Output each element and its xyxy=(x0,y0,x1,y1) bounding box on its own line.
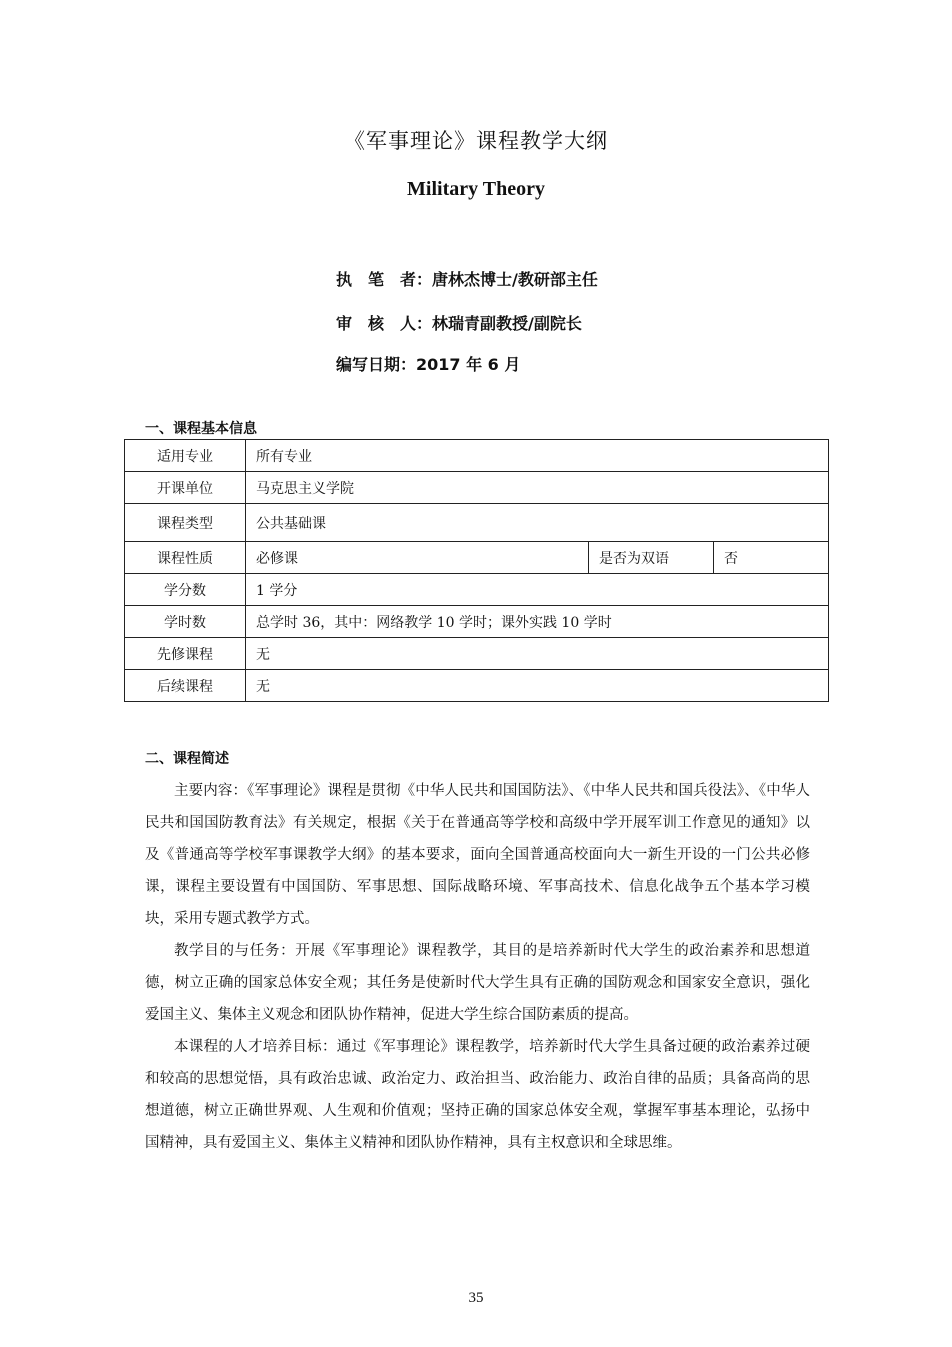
row-value: 1 学分 xyxy=(246,574,829,606)
row-label: 课程性质 xyxy=(125,542,246,574)
row-label: 先修课程 xyxy=(125,638,246,670)
row-value: 马克思主义学院 xyxy=(246,472,829,504)
section-heading-course-summary: 二、课程简述 xyxy=(145,751,229,767)
table-row xyxy=(125,504,829,542)
row-value: 无 xyxy=(246,638,829,670)
row-label: 学时数 xyxy=(125,606,246,638)
row-extra-label: 是否为双语 xyxy=(589,542,714,574)
row-value: 无 xyxy=(246,670,829,702)
row-label: 学分数 xyxy=(125,574,246,606)
table-row xyxy=(125,574,829,606)
row-label: 适用专业 xyxy=(125,440,246,472)
course-info-table xyxy=(124,439,829,702)
author-line: 执 笔 者：唐林杰博士/教研部主任 xyxy=(336,270,598,289)
page-number: 35 xyxy=(468,1290,484,1306)
date-line: 编写日期：2017 年 6 月 xyxy=(336,355,521,374)
table-row xyxy=(125,440,829,472)
section-heading-basic-info: 一、课程基本信息 xyxy=(145,421,257,437)
paragraph-main-content: 主要内容：《军事理论》课程是贯彻《中华人民共和国国防法》、《中华人民共和国兵役法》、《中华人民共和国国防教育法》有关规定，根据《关于在普通高等学校和高级中学开展军训工作意见的通知》以及《普通高等学校军事课教学大纲》的基本要求，面向全国普通高校面向大一新生开设的一门公共必修课，课程主要设置有中国国防、军事思想、国际战略环境、军事高技术、信息化战争五个基本学习模块，采用专题式教学方式。 xyxy=(145,783,810,927)
paragraph-training-objectives: 本课程的人才培养目标：通过《军事理论》课程教学，培养新时代大学生具备过硬的政治素养过硬和较高的思想觉悟，具有政治忠诚、政治定力、政治担当、政治能力、政治自律的品质；具备高尚的思想道德，树立正确世界观、人生观和价值观；坚持正确的国家总体安全观，掌握军事基本理论，弘扬中国精神，具有爱国主义、集体主义精神和团队协作精神，具有主权意识和全球思维。 xyxy=(145,1039,810,1151)
table-row xyxy=(125,670,829,702)
row-value: 所有专业 xyxy=(246,440,829,472)
course-summary-body xyxy=(145,775,810,1159)
paragraph-teaching-goals: 教学目的与任务：开展《军事理论》课程教学，其目的是培养新时代大学生的政治素养和思想道德，树立正确的国家总体安全观；其任务是使新时代大学生具有正确的国防观念和国家安全意识，强化爱国主义、集体主义观念和团队协作精神，促进大学生综合国防素质的提高。 xyxy=(145,943,810,1023)
row-label: 后续课程 xyxy=(125,670,246,702)
table-row xyxy=(125,606,829,638)
table-row xyxy=(125,638,829,670)
document-subtitle: Military Theory xyxy=(407,178,545,200)
table-row xyxy=(125,542,829,574)
table-row xyxy=(125,472,829,504)
row-value: 公共基础课 xyxy=(246,504,829,542)
reviewer-line: 审 核 人：林瑞青副教授/副院长 xyxy=(336,314,582,333)
row-value: 总学时 36，其中：网络教学 10 学时；课外实践 10 学时 xyxy=(246,606,829,638)
row-label: 课程类型 xyxy=(125,504,246,542)
document-title: 《军事理论》课程教学大纲 xyxy=(344,129,608,153)
row-extra-value: 否 xyxy=(714,542,829,574)
row-value: 必修课 xyxy=(246,542,589,574)
row-label: 开课单位 xyxy=(125,472,246,504)
